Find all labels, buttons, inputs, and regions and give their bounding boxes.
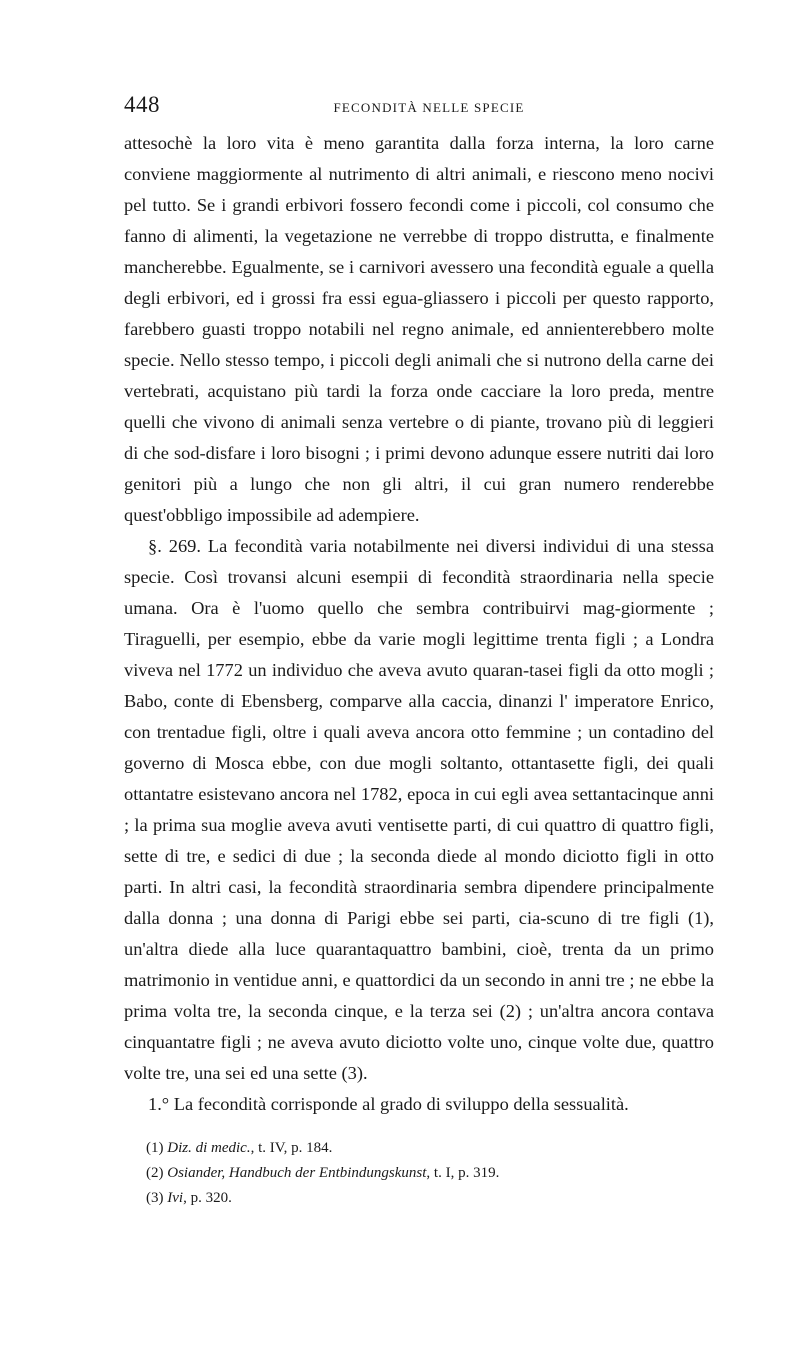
- footnote-reference: , p. 320.: [183, 1190, 232, 1206]
- book-page: [124, 92, 714, 1211]
- footnote-work: Ivi: [167, 1190, 184, 1206]
- footnote-3: [146, 1186, 714, 1211]
- page-number: 448: [124, 92, 160, 117]
- body-text: [124, 128, 714, 1120]
- running-head: [124, 92, 714, 128]
- paragraph-continuation: attesochè la loro vita è meno garantita dalla forza interna, la loro carne conviene maggiormente al nutrimento di altri animali, e riescono meno nocivi pel tutto. Se i grandi erbivori fossero fecondi come i piccoli, col consumo che fanno di alimenti, la vegetazione ne verrebbe di troppo distrutta, e finalmente mancherebbe. Egualmente, se i carnivori avessero una fecondità eguale a quella degli erbivori, ed i grossi fra essi egua-gliassero i piccoli per questo rapporto, farebbero guasti troppo notabili nel regno animale, ed annienterebbero molte specie. Nello stesso tempo, i piccoli degli animali che si nutrono della carne dei vertebrati, acquistano più tardi la forza onde cacciare la loro preda, mentre quelli che vivono di animali senza vertebre o di piante, trovano più di leggieri di che sod-disfare i loro bisogni ; i primi devono adunque essere nutriti dai loro genitori più a lungo che non gli altri, il cui gran numero renderebbe quest'obbligo impossibile ad adempiere.: [124, 133, 714, 525]
- footnote-reference: , t. IV, p. 184.: [250, 1140, 333, 1156]
- footnote-2: [146, 1161, 714, 1186]
- footnote-mark: (3): [146, 1190, 164, 1206]
- footnote-mark: (1): [146, 1140, 164, 1156]
- footnote-1: [146, 1136, 714, 1161]
- footnote-work: Osiander, Handbuch der Entbindungskunst: [167, 1165, 427, 1181]
- paragraph-point-1: 1.° La fecondità corrisponde al grado di sviluppo della sessualità.: [148, 1094, 629, 1114]
- running-title: FECONDITÀ NELLE SPECIE: [333, 100, 525, 115]
- footnote-reference: , t. I, p. 319.: [426, 1165, 500, 1181]
- footnote-mark: (2): [146, 1165, 164, 1181]
- paragraph-section-269: §. 269. La fecondità varia notabilmente nei diversi individui di una stessa specie. Così trovansi alcuni esempii di fecondità straordinaria nella specie umana. Ora è l'uomo quello che sembra contribuirvi mag-giormente ; Tiraguelli, per esempio, ebbe da varie mogli legittime trenta figli ; a Londra viveva nel 1772 un individuo che aveva avuto quaran-tasei figli da otto mogli ; Babo, conte di Ebensberg, comparve alla caccia, dinanzi l' imperatore Enrico, con trentadue figli, oltre i quali aveva ancora otto femmine ; un contadino del governo di Mosca ebbe, con due mogli soltanto, ottantasette figli, dei quali ottantatre esistevano ancora nel 1782, epoca in cui egli avea settantacinque anni ; la prima sua moglie aveva avuti ventisette parti, di cui quattro di quattro figli, sette di tre, e sedici di due ; la seconda diede al mondo diciotto figli in otto parti. In altri casi, la fecondità straordinaria sembra dipendere principalmente dalla donna ; una donna di Parigi ebbe sei parti, cia-scuno di tre figli (1), un'altra diede alla luce quarantaquattro bambini, cioè, trenta da un primo matrimonio in ventidue anni, e quattordici da un secondo in anni tre ; ne ebbe la prima volta tre, la seconda cinque, e la terza sei (2) ; un'altra ancora contava cinquantatre figli ; ne aveva avuto diciotto volte uno, cinque volte due, quattro volte tre, una sei ed una sette (3).: [124, 536, 714, 1083]
- footnotes: [124, 1136, 714, 1211]
- footnote-work: Diz. di medic.: [167, 1140, 251, 1156]
